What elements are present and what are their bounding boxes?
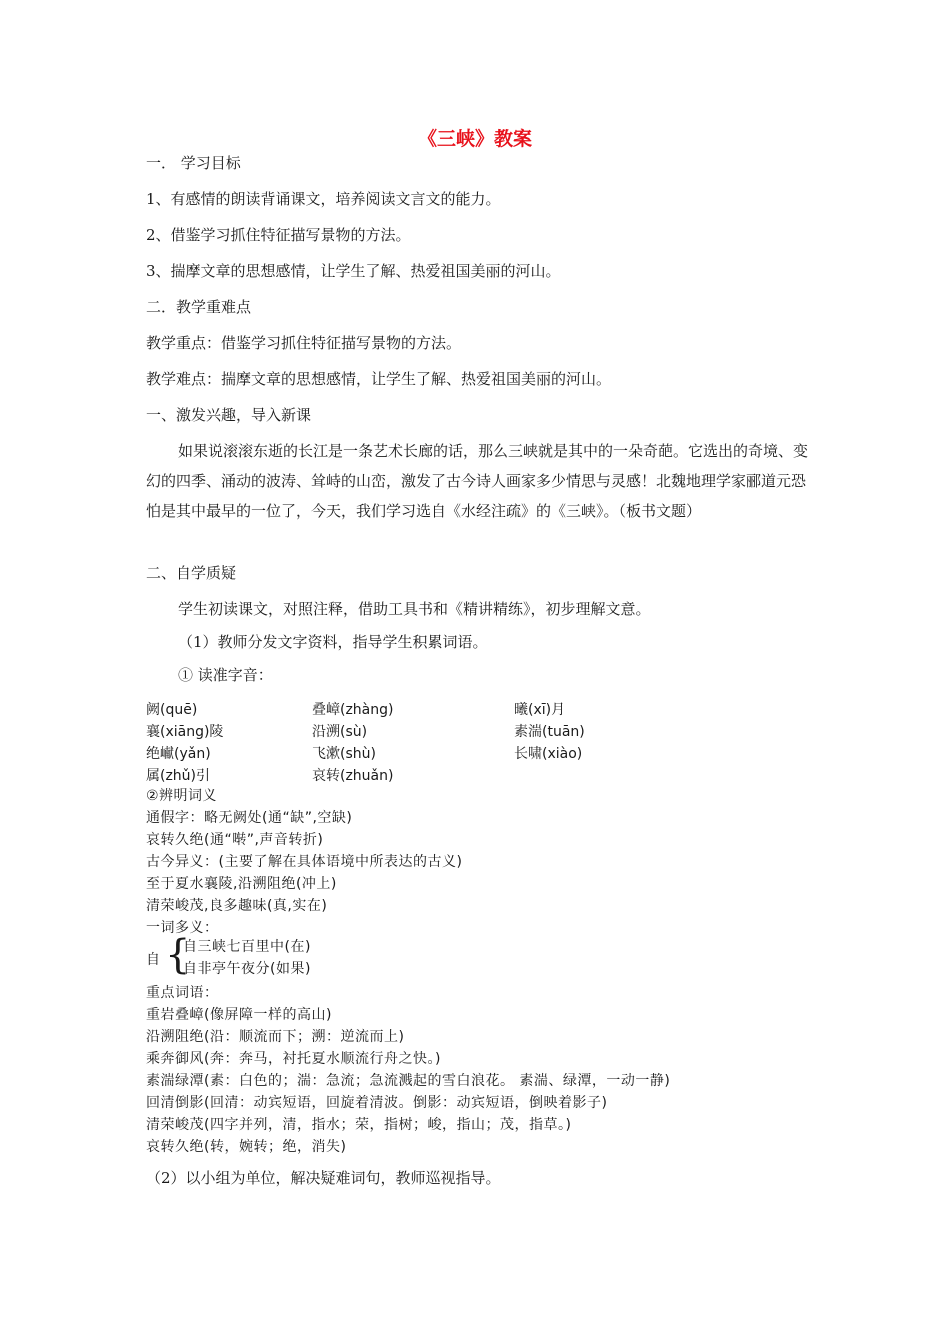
pron-item: 襄(xiāng)陵 bbox=[146, 724, 224, 740]
gujin-line: 至于夏水襄陵,沿溯阻绝(冲上) bbox=[146, 876, 337, 892]
pron-item: 曦(xī)月 bbox=[514, 702, 566, 718]
step-heading-intro: 一、激发兴趣，导入新课 bbox=[146, 406, 312, 424]
pron-item: 阙(quē) bbox=[146, 702, 198, 718]
pron-item: 属(zhǔ)引 bbox=[146, 768, 211, 784]
vocab-heading: ②辨明词义 bbox=[146, 788, 218, 804]
intro-paragraph: 如果说滚滚东逝的长江是一条艺术长廊的话，那么三峡就是其中的一朵奇葩。它选出的奇境、变幻的四季、涌动的波涛、耸峙的山峦，激发了古今诗人画家多少情思与灵感！北魏地理学家郦道元恐怕是其中最早的一位了，今天，我们学习选自《水经注疏》的《三峡》。（板书文题） bbox=[146, 442, 809, 520]
section-heading-goals: 一． 学习目标 bbox=[146, 154, 241, 172]
pron-item: 绝𪩘(yǎn) bbox=[146, 746, 211, 762]
tongjia-line: 哀转久绝(通“啭”,声音转折) bbox=[146, 832, 324, 848]
keyword-line: 哀转久绝(转，婉转；绝，消失) bbox=[146, 1139, 347, 1155]
substep-1: （1）教师分发文字资料，指导学生积累词语。 bbox=[178, 633, 488, 651]
gujin-line: 清荣峻茂,良多趣味(真,实在) bbox=[146, 898, 328, 914]
pron-item: 叠嶂(zhàng) bbox=[312, 702, 394, 718]
keyword-line: 乘奔御风(奔：奔马，衬托夏水顺流行舟之快。) bbox=[146, 1051, 441, 1067]
polysemy-item: 自三峡七百里中(在) bbox=[183, 939, 311, 955]
polysemy-char: 自 bbox=[146, 952, 161, 968]
keywords-heading: 重点词语： bbox=[146, 985, 219, 1001]
tongjia-line: 通假字：略无阙处(通“缺”,空缺) bbox=[146, 810, 353, 826]
keyword-line: 回清倒影(回清：动宾短语，回旋着清波。倒影：动宾短语，倒映着影子) bbox=[146, 1095, 608, 1111]
difficult-point: 教学难点：揣摩文章的思想感情，让学生了解、热爱祖国美丽的河山。 bbox=[146, 370, 612, 388]
substep-2: （2）以小组为单位，解决疑难词句，教师巡视指导。 bbox=[146, 1169, 501, 1187]
pron-item: 长啸(xiào) bbox=[514, 746, 583, 762]
keyword-line: 清荣峻茂(四字并列，清，指水；荣，指树；峻，指山；茂，指草。) bbox=[146, 1117, 572, 1133]
pron-item: 飞漱(shù) bbox=[312, 746, 376, 762]
selfstudy-intro: 学生初读课文，对照注释，借助工具书和《精讲精练》，初步理解文意。 bbox=[178, 600, 651, 618]
step-heading-selfstudy: 二、自学质疑 bbox=[146, 564, 237, 582]
keyword-line: 素湍绿潭(素：白色的；湍：急流；急流溅起的雪白浪花。 素湍、绿潭，一动一静) bbox=[146, 1073, 671, 1089]
goal-item: 3、揣摩文章的思想感情，让学生了解、热爱祖国美丽的河山。 bbox=[146, 262, 561, 280]
section-heading-keypoints: 二．教学重难点 bbox=[146, 298, 252, 316]
keyword-line: 重岩叠嶂(像屏障一样的高山) bbox=[146, 1007, 332, 1023]
pronunciation-heading: ① 读准字音： bbox=[178, 666, 273, 684]
polysemy-heading: 一词多义： bbox=[146, 920, 219, 936]
brace-symbol: { bbox=[165, 932, 191, 978]
gujin-heading: 古今异义：(主要了解在具体语境中所表达的古义) bbox=[146, 854, 463, 870]
pron-item: 沿溯(sù) bbox=[312, 724, 368, 740]
polysemy-item: 自非亭午夜分(如果) bbox=[183, 961, 311, 977]
pron-item: 哀转(zhuǎn) bbox=[312, 768, 394, 784]
goal-item: 2、借鉴学习抓住特征描写景物的方法。 bbox=[146, 226, 411, 244]
page-title: 《三峡》教案 bbox=[417, 128, 532, 150]
key-point: 教学重点：借鉴学习抓住特征描写景物的方法。 bbox=[146, 334, 462, 352]
pron-item: 素湍(tuān) bbox=[514, 724, 585, 740]
goal-item: 1、有感情的朗读背诵课文，培养阅读文言文的能力。 bbox=[146, 190, 501, 208]
keyword-line: 沿溯阻绝(沿：顺流而下；溯：逆流而上) bbox=[146, 1029, 405, 1045]
